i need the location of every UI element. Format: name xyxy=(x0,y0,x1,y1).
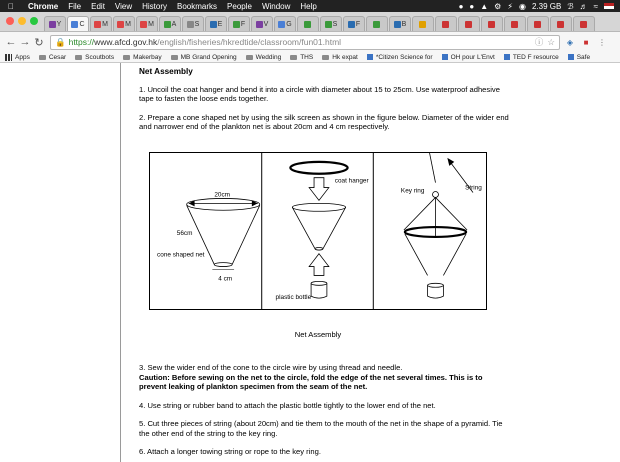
url-scheme: https:// xyxy=(68,37,95,47)
browser-tab[interactable] xyxy=(251,16,273,31)
tab-strip xyxy=(0,12,620,32)
volume-icon[interactable]: ♬ xyxy=(579,1,588,11)
tab-favicon-icon xyxy=(140,21,147,28)
forward-button[interactable]: → xyxy=(19,36,31,48)
url-path: /english/fisheries/hkredtide/classroom/fun01.html xyxy=(157,37,342,47)
tab-favicon-icon xyxy=(580,21,587,28)
label-coat-hanger: coat hanger xyxy=(334,177,369,185)
tab-favicon-icon xyxy=(164,21,171,28)
tab-favicon-icon xyxy=(442,21,449,28)
tab-favicon-icon xyxy=(187,21,194,28)
tab-label: F xyxy=(355,20,361,28)
step-2: 2. Prepare a cone shaped net by using the silk screen as shown in the figure below. Diameter of the wider end and narrower end of the plankton net is about 20cm and 4 cm respectively. xyxy=(139,112,509,131)
folder-icon xyxy=(39,55,46,60)
tab-favicon-icon xyxy=(94,21,101,28)
bookmarks-bar xyxy=(0,52,620,63)
browser-tab[interactable] xyxy=(366,16,388,31)
wifi-icon[interactable]: ≈ xyxy=(593,1,598,11)
macos-menubar xyxy=(0,0,620,12)
tab-favicon-icon xyxy=(210,21,217,28)
cone-diagram xyxy=(157,191,260,282)
lock-icon: 🔒 xyxy=(55,36,66,47)
url-host: www.afcd.gov.hk xyxy=(94,37,158,47)
caution-note: Caution: Before sewing on the net to the circle, fold the edge of the net several times. This is to prevent leaking of plankton specimen from the seam of the net. xyxy=(139,372,483,391)
extension-icon[interactable]: ■ xyxy=(583,37,589,47)
label-string: String xyxy=(465,184,482,192)
label-20cm: 20cm xyxy=(214,191,231,199)
browser-tab[interactable] xyxy=(412,16,434,31)
apps-icon xyxy=(5,54,12,61)
tabs xyxy=(44,16,596,31)
browser-tab[interactable] xyxy=(67,16,89,31)
label-cone-shaped-net: cone shaped net xyxy=(157,251,205,259)
window-controls xyxy=(0,17,44,31)
assembly-diagram xyxy=(276,162,370,301)
apps-bookmark[interactable]: Apps xyxy=(5,54,30,61)
back-button[interactable]: ← xyxy=(5,36,17,48)
tab-label: F xyxy=(240,20,246,28)
apple-icon[interactable] xyxy=(8,2,14,11)
folder-icon xyxy=(246,55,253,60)
browser-tab[interactable] xyxy=(481,16,503,31)
site-icon xyxy=(568,54,574,60)
tab-label: Y xyxy=(56,20,62,28)
label-56cm: 56cm xyxy=(176,229,193,237)
browser-tab[interactable] xyxy=(90,16,112,31)
status-area xyxy=(459,2,620,11)
label-4cm: 4 cm xyxy=(218,275,233,283)
bookmark-link[interactable]: OH pour L'Envt xyxy=(442,54,495,61)
folder-icon xyxy=(290,55,297,60)
browser-tab[interactable] xyxy=(389,16,411,31)
menu-icon[interactable]: ⋮ xyxy=(598,37,606,47)
tab-favicon-icon xyxy=(465,21,472,28)
left-column xyxy=(0,63,121,462)
tab-favicon-icon xyxy=(71,21,78,28)
browser-tab[interactable] xyxy=(182,16,204,31)
browser-tab[interactable] xyxy=(504,16,526,31)
bookmark-folder[interactable]: MB Grand Opening xyxy=(171,54,237,61)
site-icon xyxy=(442,54,448,60)
bookmark-folder[interactable]: Cesar xyxy=(39,54,66,61)
browser-tab[interactable] xyxy=(113,16,135,31)
browser-tab[interactable] xyxy=(343,16,365,31)
bookmark-folder[interactable]: Scoutbots xyxy=(75,54,114,61)
tab-label: S xyxy=(332,20,338,28)
tab-favicon-icon xyxy=(117,21,124,28)
browser-tab[interactable] xyxy=(573,16,595,31)
browser-tab[interactable] xyxy=(458,16,480,31)
browser-tab[interactable] xyxy=(297,16,319,31)
step-4: 4. Use string or rubber band to attach the plastic bottle tightly to the lower end of the net. xyxy=(139,400,436,410)
folder-icon xyxy=(75,55,82,60)
tab-label: A xyxy=(171,20,177,28)
tab-favicon-icon xyxy=(511,21,518,28)
tab-favicon-icon xyxy=(49,21,56,28)
browser-tab[interactable] xyxy=(274,16,296,31)
browser-tab[interactable] xyxy=(527,16,549,31)
close-window-icon[interactable] xyxy=(6,17,14,25)
bookmark-link[interactable]: Safe xyxy=(568,54,590,61)
battery-icon[interactable]: ⚡ xyxy=(507,1,513,11)
menu-window[interactable]: Window xyxy=(255,1,285,11)
tab-label: C xyxy=(79,20,85,28)
step-3: 3. Sew the wider end of the cone to the circle wire by using thread and needle. xyxy=(139,363,403,372)
reload-button[interactable]: ↻ xyxy=(34,36,44,49)
menu-history[interactable]: History xyxy=(136,1,162,11)
address-bar[interactable] xyxy=(50,35,560,50)
tab-label: S xyxy=(194,20,200,28)
bookmark-star-icon[interactable]: ☆ xyxy=(547,36,555,47)
status-icon[interactable]: ⚙ xyxy=(494,1,502,11)
menu-bookmarks[interactable]: Bookmarks xyxy=(171,1,212,11)
tab-label: M xyxy=(148,20,154,28)
menu-people[interactable]: People xyxy=(221,1,246,11)
tab-label: M xyxy=(125,20,131,28)
step-1: 1. Uncoil the coat hanger and bend it into a circle with diameter about 15 to 25cm. Use waterproof adhesive tape to fasten the loose ends together. xyxy=(139,84,500,103)
toolbar xyxy=(0,32,620,52)
site-icon xyxy=(367,54,373,60)
bluetooth-icon[interactable]: ℬ xyxy=(567,1,574,11)
hanging-net-diagram xyxy=(401,153,482,298)
bookmark-folder[interactable]: Hk expat xyxy=(322,54,358,61)
bookmark-folder[interactable]: Makerbay xyxy=(123,54,162,61)
page-title: Net Assembly xyxy=(139,67,193,76)
tab-label: G xyxy=(286,20,292,28)
browser-tab[interactable] xyxy=(228,16,250,31)
tab-favicon-icon xyxy=(557,21,564,28)
browser-tab[interactable] xyxy=(159,16,181,31)
tab-favicon-icon xyxy=(278,21,285,28)
url-text[interactable] xyxy=(69,37,341,47)
bookmark-link[interactable]: *Citizen Science for xyxy=(367,54,433,61)
menu-file[interactable]: File xyxy=(62,1,76,11)
bookmark-folder[interactable]: Wedding xyxy=(246,54,282,61)
browser-tab[interactable] xyxy=(320,16,342,31)
folder-icon xyxy=(123,55,130,60)
browser-tab[interactable] xyxy=(205,16,227,31)
menu-edit[interactable]: Edit xyxy=(85,1,99,11)
article-continued xyxy=(139,363,509,457)
tab-favicon-icon xyxy=(233,21,240,28)
label-plastic-bottle: plastic bottle xyxy=(275,294,312,302)
tab-label: V xyxy=(263,20,269,28)
step-5: 5. Cut three pieces of string (about 20cm) and tie them to the mouth of the net in the shape of a pyramid. Tie the other end of the string to the key ring. xyxy=(139,419,503,438)
tab-label: B xyxy=(401,20,407,28)
menu-view[interactable]: View xyxy=(108,1,127,11)
tab-favicon-icon xyxy=(325,21,332,28)
browser-tab[interactable] xyxy=(44,16,66,31)
extension-icon[interactable]: ◈ xyxy=(566,37,574,47)
status-icon[interactable]: ● xyxy=(458,1,464,11)
article xyxy=(139,67,509,141)
browser-tab[interactable] xyxy=(435,16,457,31)
status-icon[interactable]: ● xyxy=(469,1,475,11)
info-icon[interactable]: ⓘ xyxy=(534,37,544,47)
tab-label: E xyxy=(217,20,223,28)
net-assembly-figure xyxy=(149,152,487,310)
tab-favicon-icon xyxy=(348,21,355,28)
tab-favicon-icon xyxy=(256,21,263,28)
tab-favicon-icon xyxy=(394,21,401,28)
flag-icon[interactable] xyxy=(604,3,614,9)
folder-icon xyxy=(171,55,178,60)
tab-favicon-icon xyxy=(304,21,311,28)
status-icon[interactable]: ▲ xyxy=(480,1,489,11)
bookmark-folder[interactable]: THS xyxy=(290,54,313,61)
menu-help[interactable]: Help xyxy=(294,1,311,11)
site-icon xyxy=(504,54,510,60)
tab-favicon-icon xyxy=(373,21,380,28)
browser-tab[interactable] xyxy=(550,16,572,31)
step-6: 6. Attach a longer towing string or rope to the key ring. xyxy=(139,447,321,456)
browser-tab[interactable] xyxy=(136,16,158,31)
label-key-ring: Key ring xyxy=(400,187,425,195)
bookmark-link[interactable]: TED F resource xyxy=(504,54,559,61)
folder-icon xyxy=(322,55,329,60)
memory-readout[interactable]: 2.39 GB xyxy=(531,1,562,11)
menu-app-name[interactable]: Chrome xyxy=(22,1,53,11)
tab-favicon-icon xyxy=(488,21,495,28)
memory-icon[interactable]: ◉ xyxy=(518,1,526,11)
tab-label: M xyxy=(102,20,108,28)
page-content xyxy=(0,63,620,462)
tab-favicon-icon xyxy=(419,21,426,28)
minimize-window-icon[interactable] xyxy=(18,17,26,25)
tab-favicon-icon xyxy=(534,21,541,28)
figure-caption: Net Assembly xyxy=(294,330,342,339)
zoom-window-icon[interactable] xyxy=(30,17,38,25)
